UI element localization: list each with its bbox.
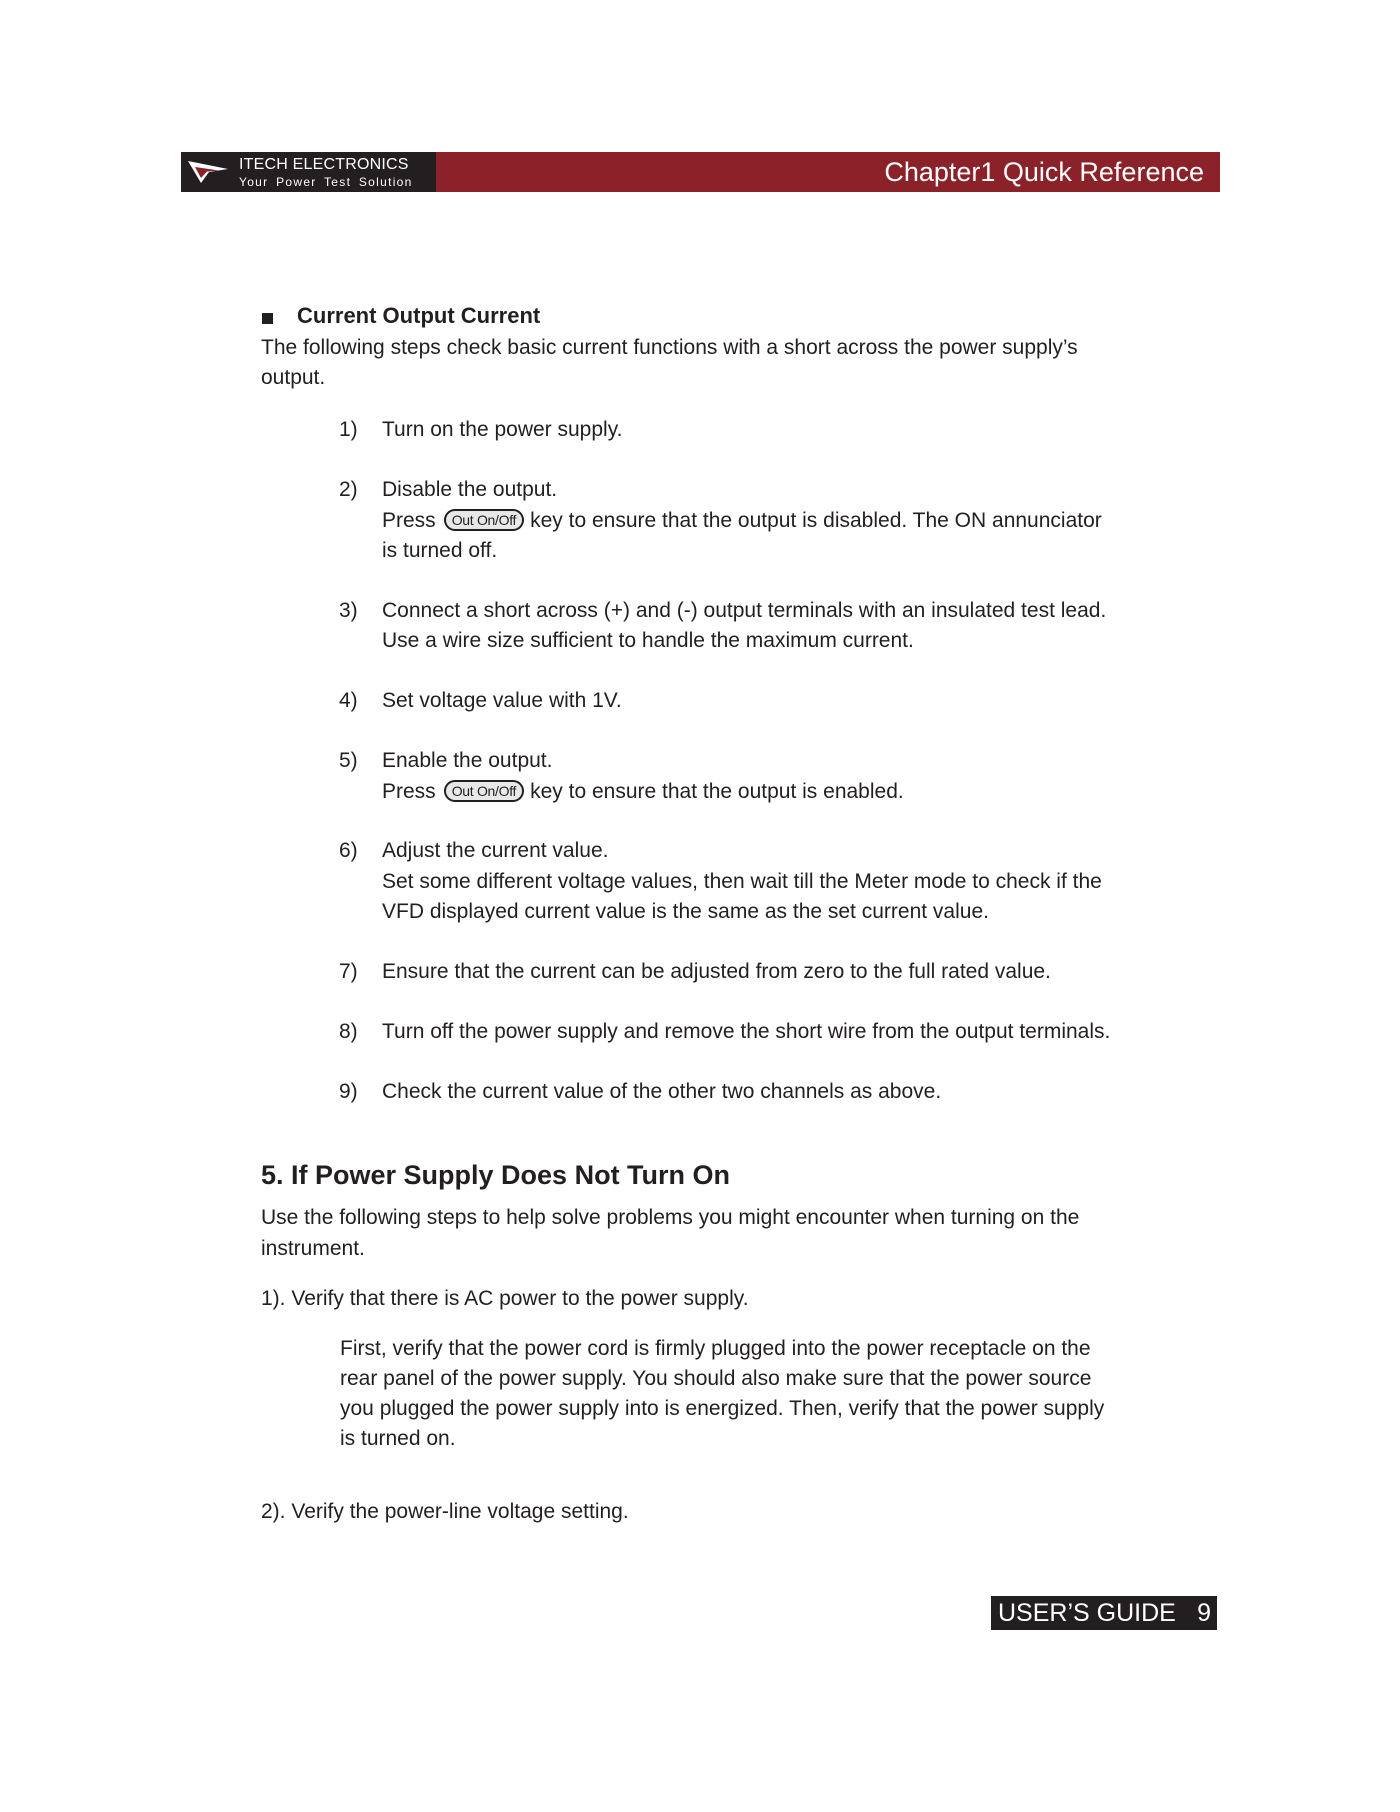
step-detail: Set some different voltage values, then wait till the Meter mode to check if the	[382, 870, 1102, 893]
step-text: Enable the output.	[382, 749, 553, 772]
chapter-header-banner	[181, 152, 1220, 192]
step-number: 2)	[339, 478, 358, 501]
paragraph-line: rear panel of the power supply. You should also make sure that the power source	[340, 1367, 1092, 1390]
step-text: Turn off the power supply and remove the short wire from the output terminals.	[382, 1020, 1111, 1043]
step-text: Ensure that the current can be adjusted from zero to the full rated value.	[382, 960, 1051, 983]
step-press-line	[382, 777, 904, 807]
current-intro-line: output.	[261, 366, 326, 389]
step-text: Turn on the power supply.	[382, 418, 623, 441]
paragraph-line: First, verify that the power cord is firmly plugged into the power receptacle on the	[340, 1337, 1091, 1360]
step-detail: key to ensure that the output is enabled.	[530, 780, 904, 803]
step-detail: Use a wire size sufficient to handle the maximum current.	[382, 629, 914, 652]
out-on-off-key: Out On/Off	[444, 780, 524, 802]
step-text: Adjust the current value.	[382, 839, 609, 862]
footer-guide-label: USER’S GUIDE	[998, 1599, 1176, 1627]
step-text: Set voltage value with 1V.	[382, 689, 622, 712]
troubleshoot-item: 2). Verify the power-line voltage setting.	[261, 1500, 629, 1523]
step-detail: key to ensure that the output is disabled. The ON annunciator	[530, 509, 1102, 532]
troubleshoot-item: 1). Verify that there is AC power to the power supply.	[261, 1287, 749, 1310]
step-text: Check the current value of the other two channels as above.	[382, 1080, 942, 1103]
step-number: 6)	[339, 839, 358, 862]
step-detail: is turned off.	[382, 539, 498, 562]
step-number: 9)	[339, 1080, 358, 1103]
company-slogan: Your Power Test Solution	[239, 175, 413, 189]
section-intro-line: instrument.	[261, 1237, 365, 1260]
itech-logo-mark-icon	[185, 158, 231, 186]
section-intro-line: Use the following steps to help solve problems you might encounter when turning on the	[261, 1206, 1080, 1229]
step-number: 8)	[339, 1020, 358, 1043]
current-intro-line: The following steps check basic current functions with a short across the power supply’s	[261, 336, 1078, 359]
step-number: 1)	[339, 418, 358, 441]
section-heading: 5. If Power Supply Does Not Turn On	[261, 1160, 731, 1190]
out-on-off-key: Out On/Off	[444, 509, 524, 531]
subsection-title: Current Output Current	[297, 303, 541, 328]
paragraph-line: you plugged the power supply into is energized. Then, verify that the power supply	[340, 1397, 1105, 1420]
step-number: 7)	[339, 960, 358, 983]
company-name: ITECH ELECTRONICS	[239, 156, 409, 173]
press-word: Press	[382, 509, 436, 532]
step-text: Disable the output.	[382, 478, 558, 501]
step-number: 3)	[339, 599, 358, 622]
itech-logo	[181, 152, 436, 192]
step-number: 4)	[339, 689, 358, 712]
step-press-line	[382, 506, 1102, 536]
page-number: 9	[1197, 1599, 1211, 1627]
paragraph-line: is turned on.	[340, 1427, 456, 1450]
chapter-title: Chapter1 Quick Reference	[884, 157, 1204, 187]
press-word: Press	[382, 780, 436, 803]
page-footer	[991, 1596, 1217, 1630]
step-number: 5)	[339, 749, 358, 772]
square-bullet-icon	[262, 313, 273, 324]
step-detail: VFD displayed current value is the same as the set current value.	[382, 900, 989, 923]
step-text: Connect a short across (+) and (-) output terminals with an insulated test lead.	[382, 599, 1107, 622]
